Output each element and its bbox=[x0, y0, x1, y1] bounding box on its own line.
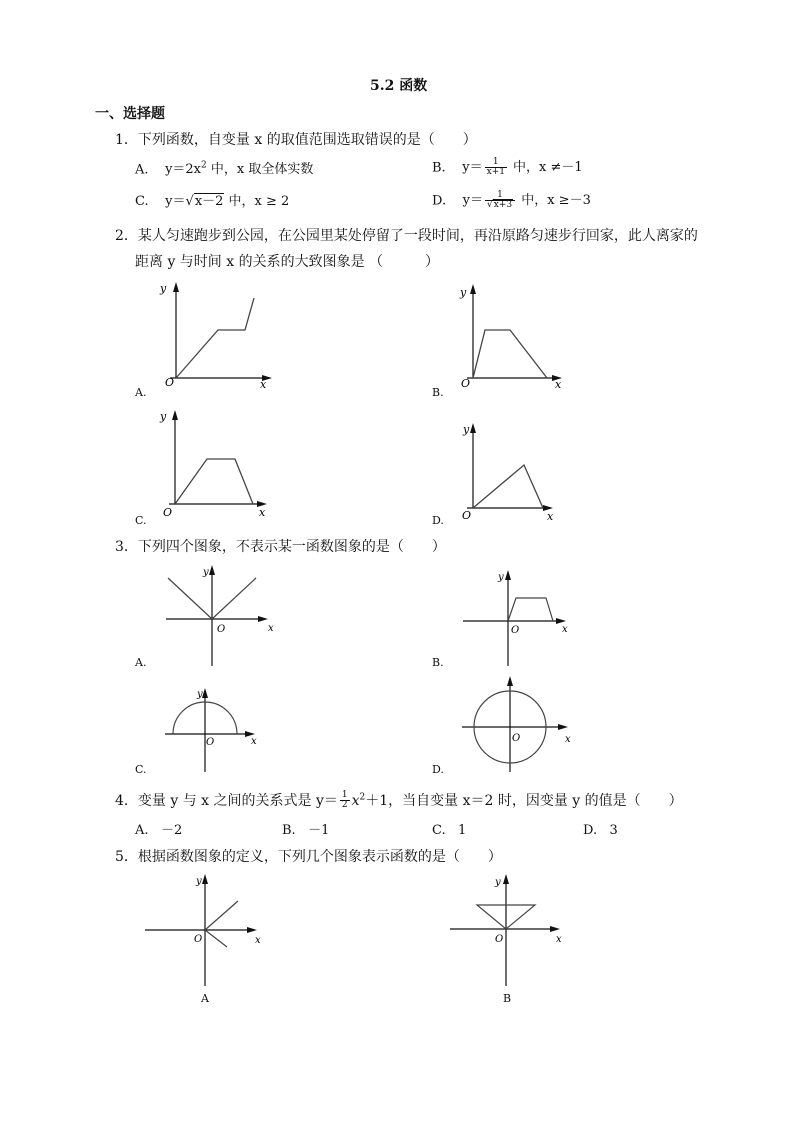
q1-a-expr bbox=[165, 162, 313, 177]
q1-c-label: C. bbox=[135, 194, 149, 209]
q2-label-a: A. bbox=[135, 386, 147, 399]
q1-d-num: 1 bbox=[485, 191, 515, 201]
q2a-x-label: x bbox=[260, 378, 267, 390]
q1-c-expr: y＝√x－2 中，x ≥ 2 bbox=[165, 194, 290, 209]
q1-option-a bbox=[135, 162, 313, 176]
q2b-y-label: y bbox=[460, 286, 467, 299]
q4-option-d bbox=[583, 824, 618, 837]
q1-d-den-wrap: √x+3 bbox=[486, 200, 513, 211]
q2c-origin-label: O bbox=[163, 506, 173, 519]
q3c-origin-label: O bbox=[206, 737, 215, 748]
q3-graph-a bbox=[162, 562, 280, 668]
q4-stem-post: ＋1，当自变量 x＝2 时，因变量 y 的值是（ ） bbox=[365, 792, 683, 809]
q2d-origin-label: O bbox=[462, 509, 472, 522]
q5a-origin-label: O bbox=[194, 934, 203, 945]
q1-d-expr bbox=[462, 190, 591, 211]
q5-label-a: A bbox=[201, 992, 209, 1005]
q2b-origin-label: O bbox=[461, 377, 471, 388]
q5b-x-label: x bbox=[556, 934, 562, 945]
q3c-x-label: x bbox=[251, 736, 257, 747]
q2-label-d: D. bbox=[432, 514, 444, 527]
q1-b-label: B. bbox=[432, 160, 446, 176]
page-title: 5.2 函数 bbox=[370, 78, 428, 94]
q4-var-x: x bbox=[351, 792, 360, 809]
q1-d-post: 中，x ≥－3 bbox=[517, 193, 591, 209]
q4-a-value: －2 bbox=[160, 823, 183, 838]
q3-graph-c bbox=[163, 686, 263, 774]
q5-graph-b bbox=[448, 872, 568, 988]
q1-c-pre: y＝ bbox=[165, 194, 186, 209]
q1-option-d bbox=[432, 191, 591, 211]
q3-graph-d bbox=[460, 674, 575, 774]
q4-option-b bbox=[282, 824, 329, 837]
q2c-x-label: x bbox=[259, 506, 266, 519]
q2-label-b: B. bbox=[432, 386, 444, 399]
section-heading: 一、选择题 bbox=[95, 106, 165, 122]
q1-b-post: 中，x ≠－1 bbox=[508, 160, 583, 176]
q2c-y-label: y bbox=[160, 410, 167, 423]
q3a-x-label: x bbox=[268, 623, 274, 634]
q3d-x-label: x bbox=[565, 734, 571, 745]
q3-stem: 3．下列四个图象，不表示某一函数图象的是（ ） bbox=[115, 539, 446, 555]
q2a-origin-label: O bbox=[165, 376, 175, 389]
q4-den: 2 bbox=[341, 800, 348, 811]
q4-b-label: B. bbox=[282, 823, 296, 838]
q2a-y-label: y bbox=[160, 282, 167, 295]
q3a-origin-label: O bbox=[217, 624, 226, 635]
q3-label-b: B. bbox=[432, 656, 444, 669]
q2-graph-c bbox=[155, 408, 275, 520]
q1-a-label: A. bbox=[135, 162, 149, 178]
q5-label-b: B bbox=[503, 992, 512, 1005]
q2-graph-b bbox=[455, 283, 570, 388]
q5a-x-label: x bbox=[255, 935, 261, 946]
q2-stem-line2: 距离 y 与时间 x 的关系的大致图象是 （ ） bbox=[135, 254, 440, 270]
q1-option-c bbox=[135, 195, 289, 208]
q1-c-post: 中，x ≥ 2 bbox=[224, 194, 290, 209]
q4-b-value: －1 bbox=[308, 823, 330, 838]
q4-num: 1 bbox=[341, 790, 348, 800]
q5b-origin-label: O bbox=[495, 934, 504, 945]
q5b-y-label: y bbox=[495, 877, 501, 888]
q4-option-a bbox=[135, 824, 182, 837]
q1-b-pre: y＝ bbox=[462, 160, 483, 176]
q4-stem bbox=[115, 791, 683, 811]
q1-b-expr bbox=[462, 157, 583, 178]
q3-graph-b bbox=[460, 566, 572, 668]
q5-stem: 5．根据函数图象的定义，下列几个图象表示函数的是（ ） bbox=[115, 849, 502, 865]
q3b-x-label: x bbox=[562, 624, 568, 635]
q1-option-b bbox=[432, 158, 583, 178]
q5-graph-a bbox=[143, 872, 268, 988]
q1-a-post: 中，x 取全体实数 bbox=[206, 162, 314, 178]
q3b-y-label: y bbox=[498, 572, 504, 583]
q1-b-den: x+1 bbox=[486, 167, 505, 178]
q1-d-label: D. bbox=[432, 193, 447, 209]
q3b-origin-label: O bbox=[511, 625, 520, 636]
q4-c-value: 1 bbox=[458, 823, 467, 838]
q1-b-fraction bbox=[485, 158, 507, 178]
q1-a-sup: 2 bbox=[201, 161, 207, 171]
q3-label-a: A. bbox=[135, 656, 147, 669]
q2-graph-d bbox=[457, 422, 562, 522]
q4-c-label: C. bbox=[432, 823, 446, 838]
q2-stem-line1: 2．某人匀速跑步到公园，在公园里某处停留了一段时间，再沿原路匀速步行回家，此人离家的 bbox=[115, 228, 698, 244]
q1-d-fraction bbox=[485, 191, 515, 211]
q2-label-c: C. bbox=[135, 514, 147, 527]
q2-graph-a bbox=[150, 280, 280, 390]
q4-fraction bbox=[340, 791, 350, 811]
q4-a-label: A. bbox=[135, 823, 149, 838]
q2d-x-label: x bbox=[547, 510, 554, 522]
q1-b-num: 1 bbox=[485, 158, 507, 168]
q1-d-pre: y＝ bbox=[462, 193, 483, 209]
q4-option-c bbox=[432, 824, 466, 837]
q3-label-d: D. bbox=[432, 763, 444, 776]
q3c-y-label: y bbox=[197, 689, 203, 700]
q3a-y-label: y bbox=[203, 567, 209, 578]
q1-stem: 1．下列函数，自变量 x 的取值范围选取错误的是（ ） bbox=[115, 132, 477, 148]
q1-c-radicand: x－2 bbox=[194, 194, 224, 209]
q4-d-value: 3 bbox=[609, 823, 618, 838]
q3-label-c: C. bbox=[135, 763, 147, 776]
q5a-y-label: y bbox=[196, 876, 202, 887]
q4-stem-pre: 4．变量 y 与 x 之间的关系式是 y＝ bbox=[115, 792, 338, 809]
q3d-origin-label: O bbox=[512, 733, 521, 744]
q4-sup: 2 bbox=[359, 792, 366, 803]
q2d-y-label: y bbox=[463, 423, 470, 436]
q1-a-pre: y＝2x bbox=[165, 162, 202, 178]
q4-d-label: D. bbox=[583, 823, 598, 838]
q2b-x-label: x bbox=[555, 378, 562, 388]
q1-d-den: x+3 bbox=[493, 200, 513, 211]
